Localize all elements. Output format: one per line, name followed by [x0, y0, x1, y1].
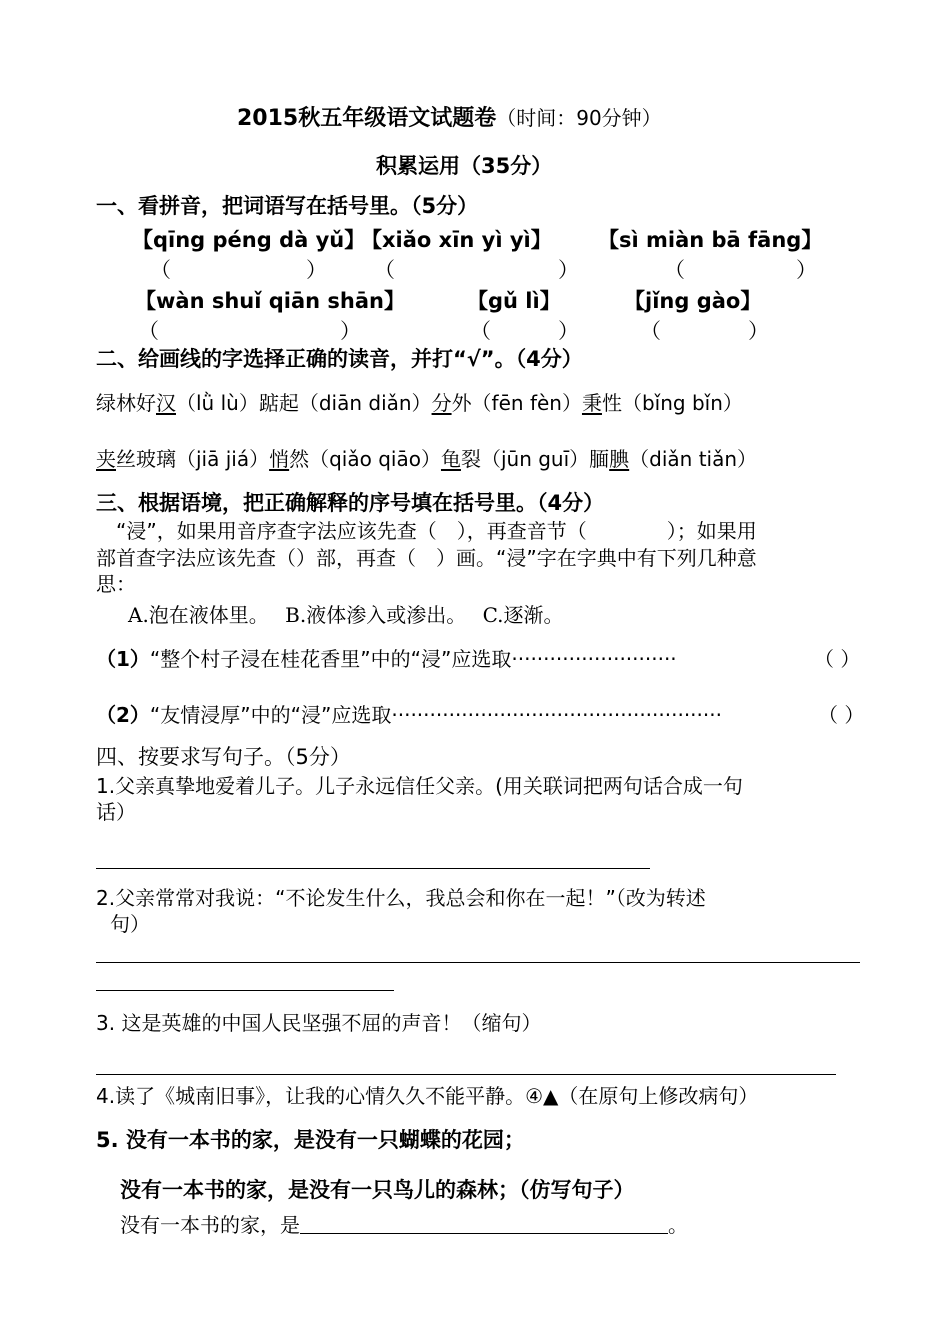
q2-choice[interactable]: 裂（jūn guī）	[460, 447, 590, 471]
q3-item-2-number: （2）	[96, 703, 150, 727]
section-title: 积累运用（35分）	[376, 154, 553, 178]
q3-options: A.泡在液体里。 B.液体渗入或渗出。 C.逐渐。	[128, 603, 564, 627]
answer-line-s2a[interactable]	[96, 962, 860, 963]
q2-underlined-char: 分	[431, 391, 452, 415]
pinyin-guli: 【gǔ lì】	[467, 289, 561, 313]
answer-line-s1[interactable]	[96, 868, 650, 869]
pinyin-qingpeng: 【qīng péng dà yǔ】	[132, 228, 366, 252]
q3-item-1-answer[interactable]: （ ）	[814, 647, 861, 671]
q2-underlined-char: 龟	[440, 447, 461, 471]
q3-item-2	[96, 702, 722, 728]
paren-close: ）	[558, 258, 579, 282]
answer-line-s3[interactable]	[96, 1074, 836, 1075]
q2-text: 腼	[589, 447, 610, 471]
q2-underlined-char: 汉	[156, 391, 176, 415]
exam-title-line	[237, 105, 662, 132]
q4-s2-line-1: 2.父亲常常对我说：“不论发生什么，我总会和你在一起！”（改为转述	[96, 886, 706, 910]
q1-heading: 一、看拼音，把词语写在括号里。（5分）	[96, 194, 479, 218]
q2-choice[interactable]: 然（qiǎo qiāo）	[289, 447, 441, 471]
q2-choice[interactable]: （diǎn tiǎn）	[629, 447, 758, 471]
dot-leader: ··························	[511, 647, 677, 671]
q4-s4: 4.读了《城南旧事》，让我的心情久久不能平静。④▲（在原句上修改病句）	[96, 1084, 759, 1108]
paren-close: ）	[306, 258, 327, 282]
pinyin-wanshui: 【wàn shuǐ qiān shān】	[135, 289, 405, 313]
answer-line-s5[interactable]	[300, 1213, 668, 1234]
q2-underlined-char: 秉	[581, 391, 602, 415]
q2-heading: 二、给画线的字选择正确的读音，并打“√”。（4分）	[96, 347, 583, 371]
q3-line-2: 部首查字法应该先查（）部，再查（ ）画。“浸”字在字典中有下列几种意	[96, 546, 757, 570]
dot-leader: ··························	[391, 703, 557, 727]
paren-open: （	[138, 319, 159, 343]
q4-s5-line-2: 没有一本书的家，是没有一只鸟儿的森林；（仿写句子）	[120, 1178, 635, 1202]
q3-item-2-answer[interactable]: （ ）	[814, 702, 864, 728]
q4-s5-end: 。	[668, 1213, 688, 1237]
exam-time: （时间：90分钟）	[496, 106, 662, 130]
paren-open: （	[374, 258, 395, 282]
paren-open: （	[470, 319, 491, 343]
paren-close: ）	[796, 258, 817, 282]
q2-choice[interactable]: 外（fēn fèn）	[451, 391, 582, 415]
q2-choice[interactable]: 丝玻璃（jiā jiá）	[116, 447, 270, 471]
q3-heading: 三、根据语境，把正确解释的序号填在括号里。（4分）	[96, 491, 605, 515]
q4-s1-line-1: 1.父亲真挚地爱着儿子。儿子永远信任父亲。(用关联词把两句话合成一句	[96, 774, 743, 798]
q2-choice[interactable]: （lǜ lù）	[176, 391, 259, 415]
q3-item-1-text: “整个村子浸在桂花香里”中的“浸”应选取	[149, 647, 512, 671]
q2-row-1	[96, 390, 743, 416]
q3-item-1-number: （1）	[96, 647, 150, 671]
q3-line-3: 思：	[96, 572, 136, 596]
q4-s5-line-1: 5. 没有一本书的家，是没有一只蝴蝶的花园；	[96, 1128, 525, 1152]
q4-s2-line-2: 句）	[110, 912, 150, 936]
paren-close: ）	[340, 319, 361, 343]
q4-s1-line-2: 话）	[96, 800, 136, 824]
paren-close: ）	[748, 319, 769, 343]
q2-underlined-char: 腆	[609, 447, 630, 471]
q4-heading: 四、按要求写句子。（5分）	[96, 745, 351, 769]
q2-text: 绿林好	[96, 391, 156, 415]
q3-line-1: “浸”，如果用音序查字法应该先查（ ），再查音节（ ）；如果用	[116, 519, 757, 543]
q3-item-1	[96, 646, 677, 672]
paren-open: （	[150, 258, 171, 282]
pinyin-xiaoxin: 【xiǎo xīn yì yì】	[361, 228, 552, 252]
q4-s3: 3. 这是英雄的中国人民坚强不屈的声音！（缩句）	[96, 1011, 542, 1035]
paren-close: ）	[558, 319, 579, 343]
q3-item-2-text: “友情浸厚”中的“浸”应选取	[149, 703, 392, 727]
q4-s5-line-3	[120, 1212, 688, 1238]
exam-title: 2015秋五年级语文试题卷	[237, 106, 497, 131]
paren-open: （	[640, 319, 661, 343]
q2-choice[interactable]: 踮起（diān diǎn）	[258, 391, 432, 415]
q2-row-2	[96, 446, 757, 472]
answer-line-s2b[interactable]	[96, 990, 394, 991]
q2-choice[interactable]: 性（bǐng bǐn）	[601, 391, 743, 415]
q2-underlined-char: 悄	[269, 447, 290, 471]
pinyin-jinggao: 【jǐng gào】	[624, 289, 762, 313]
pinyin-simian: 【sì miàn bā fāng】	[598, 228, 823, 252]
paren-open: （	[664, 258, 685, 282]
q4-s5-prompt: 没有一本书的家，是	[120, 1213, 300, 1237]
dot-leader: ··························	[556, 703, 722, 727]
q2-underlined-char: 夹	[96, 447, 116, 471]
